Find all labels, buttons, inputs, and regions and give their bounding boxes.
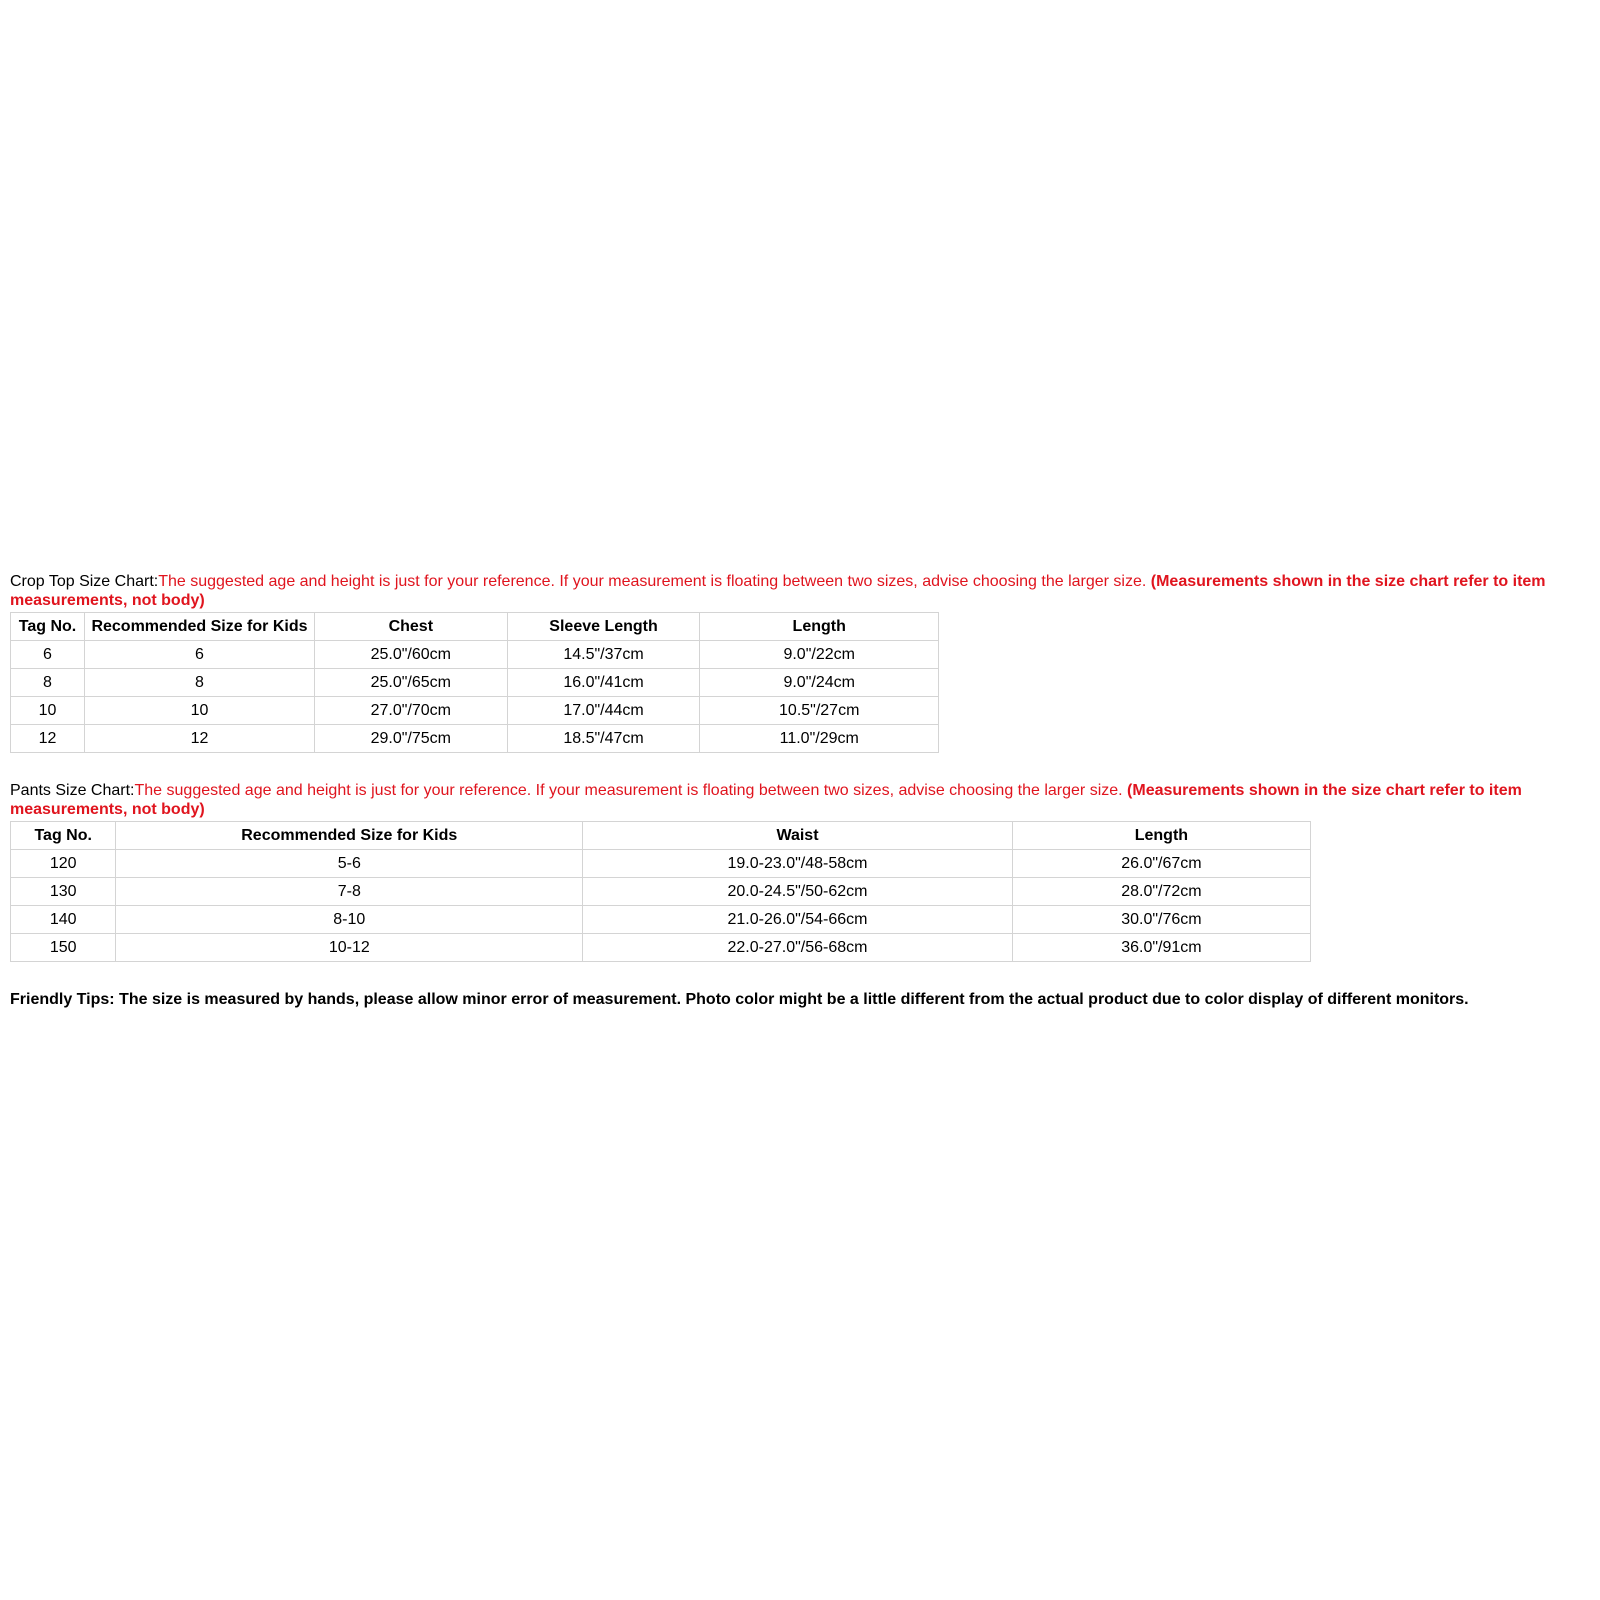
table-cell: 20.0-24.5"/50-62cm	[583, 878, 1013, 906]
table-cell: 21.0-26.0"/54-66cm	[583, 906, 1013, 934]
table-cell: 8	[11, 669, 85, 697]
pants-intro	[10, 781, 1590, 819]
header-cell: Waist	[583, 822, 1013, 850]
table-row	[11, 906, 1311, 934]
header-cell: Recommended Size for Kids	[84, 613, 314, 641]
crop-top-label: Crop Top Size Chart:	[10, 573, 159, 590]
table-row	[11, 878, 1311, 906]
table-cell: 130	[11, 878, 116, 906]
table-cell: 7-8	[116, 878, 583, 906]
table-cell: 28.0"/72cm	[1012, 878, 1310, 906]
table-row	[11, 669, 939, 697]
table-cell: 6	[11, 641, 85, 669]
table-cell: 36.0"/91cm	[1012, 934, 1310, 962]
friendly-tips: Friendly Tips: The size is measured by hands, please allow minor error of measurement. Photo color might be a little different from the actual product due to color display of different monitors.	[10, 991, 1469, 1008]
table-cell: 5-6	[116, 850, 583, 878]
table-cell: 8-10	[116, 906, 583, 934]
table-cell: 27.0"/70cm	[314, 697, 507, 725]
table-cell: 30.0"/76cm	[1012, 906, 1310, 934]
table-cell: 140	[11, 906, 116, 934]
table-row	[11, 697, 939, 725]
pants-note: The suggested age and height is just for your reference. If your measurement is floating between two sizes, advise choosing the larger size.	[134, 782, 1123, 799]
header-cell: Length	[700, 613, 939, 641]
table-cell: 10	[84, 697, 314, 725]
crop-top-note-bold: (Measurements shown in the size chart refer to item measurements, not body)	[10, 573, 1546, 609]
header-cell: Length	[1012, 822, 1310, 850]
table-cell: 25.0"/60cm	[314, 641, 507, 669]
table-cell: 22.0-27.0"/56-68cm	[583, 934, 1013, 962]
header-cell: Tag No.	[11, 822, 116, 850]
table-cell: 17.0"/44cm	[507, 697, 700, 725]
table-cell: 6	[84, 641, 314, 669]
table-row	[11, 641, 939, 669]
table-cell: 12	[11, 725, 85, 753]
table-cell: 120	[11, 850, 116, 878]
table-cell: 10.5"/27cm	[700, 697, 939, 725]
crop-top-note: The suggested age and height is just for your reference. If your measurement is floating between two sizes, advise choosing the larger size.	[158, 573, 1147, 590]
header-cell: Tag No.	[11, 613, 85, 641]
crop-top-intro	[10, 572, 1590, 610]
table-cell: 150	[11, 934, 116, 962]
table-cell: 26.0"/67cm	[1012, 850, 1310, 878]
header-cell: Chest	[314, 613, 507, 641]
header-cell: Recommended Size for Kids	[116, 822, 583, 850]
table-row	[11, 934, 1311, 962]
table-header-row	[11, 613, 939, 641]
table-cell: 10	[11, 697, 85, 725]
table-cell: 10-12	[116, 934, 583, 962]
pants-table	[10, 821, 1311, 962]
table-header-row	[11, 822, 1311, 850]
crop-top-table	[10, 612, 939, 753]
table-cell: 18.5"/47cm	[507, 725, 700, 753]
header-cell: Sleeve Length	[507, 613, 700, 641]
table-cell: 14.5"/37cm	[507, 641, 700, 669]
table-cell: 11.0"/29cm	[700, 725, 939, 753]
table-cell: 9.0"/24cm	[700, 669, 939, 697]
table-cell: 8	[84, 669, 314, 697]
table-row	[11, 850, 1311, 878]
pants-section	[10, 781, 1590, 962]
crop-top-section	[10, 572, 1590, 753]
table-cell: 29.0"/75cm	[314, 725, 507, 753]
table-cell: 16.0"/41cm	[507, 669, 700, 697]
table-cell: 25.0"/65cm	[314, 669, 507, 697]
pants-label: Pants Size Chart:	[10, 782, 135, 799]
table-cell: 12	[84, 725, 314, 753]
table-row	[11, 725, 939, 753]
table-cell: 9.0"/22cm	[700, 641, 939, 669]
table-cell: 19.0-23.0"/48-58cm	[583, 850, 1013, 878]
pants-note-bold: (Measurements shown in the size chart refer to item measurements, not body)	[10, 782, 1522, 818]
